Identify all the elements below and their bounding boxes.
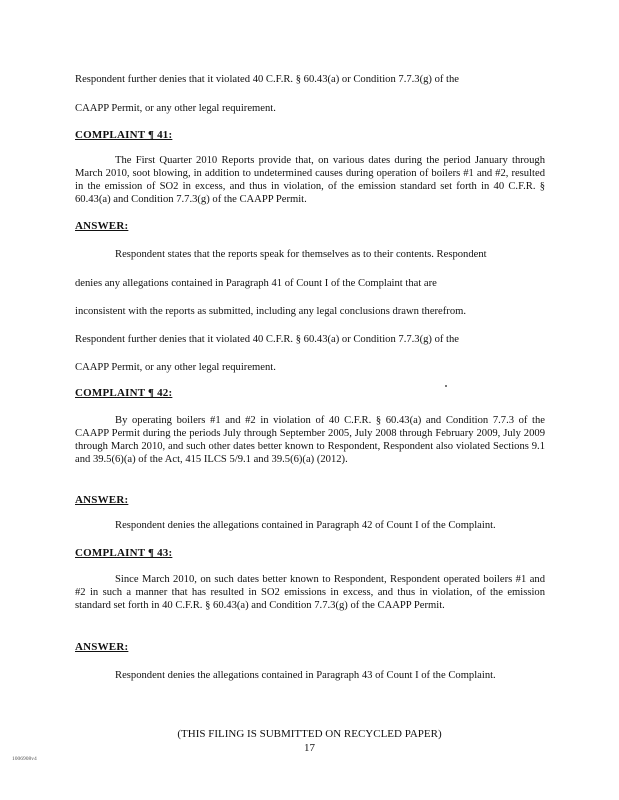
answer-40-continuation-line-1: Respondent further denies that it violated 40 C.F.R. § 60.43(a) or Condition 7.7.3(g) of the [75, 74, 459, 85]
answer-41-line-3: inconsistent with the reports as submitted, including any legal conclusions drawn therefrom. [75, 306, 467, 317]
answer-41-line-2: denies any allegations contained in Paragraph 41 of Count I of the Complaint that are [75, 278, 437, 289]
answer-42-heading: ANSWER: [75, 494, 129, 506]
answer-43-heading: ANSWER: [75, 641, 129, 653]
page-number: 17 [304, 742, 315, 754]
scan-speck [445, 385, 447, 387]
answer-42-text: Respondent denies the allegations contained in Paragraph 42 of Count I of the Complaint. [115, 520, 496, 531]
answer-43-text: Respondent denies the allegations contained in Paragraph 43 of Count I of the Complaint. [115, 670, 496, 681]
answer-40-continuation-line-2: CAAPP Permit, or any other legal requirement. [75, 103, 276, 114]
complaint-42-paragraph: By operating boilers #1 and #2 in violation of 40 C.F.R. § 60.43(a) and Condition 7.7.3 of the CAAPP Permit during the periods July through September 2005, July 2008 through February 2009, July 2009 through March 2010, and such other dates better known to Respondent, Respondent also violated Sections 9.1 and 39.5(6)(a) of the Act, 415 ILCS 5/9.1 and 39.5(6)(a) (2012). [75, 415, 545, 465]
document-id: 1006908v4 [12, 756, 37, 762]
recycled-paper-notice: (THIS FILING IS SUBMITTED ON RECYCLED PAPER) [177, 728, 442, 740]
complaint-41-paragraph: The First Quarter 2010 Reports provide that, on various dates during the period January through March 2010, soot blowing, in addition to undetermined causes during operation of boilers #1 and #2, resulted in the emission of SO2 in excess, and thus in violation, of the emission standard set forth in 40 C.F.R. § 60.43(a) and Condition 7.7.3(g) of the CAAPP Permit. [75, 155, 545, 205]
answer-41-line-4: Respondent further denies that it violated 40 C.F.R. § 60.43(a) or Condition 7.7.3(g) of the [75, 334, 459, 345]
answer-41-line-1: Respondent states that the reports speak for themselves as to their contents. Respondent [115, 249, 487, 260]
complaint-41-heading: COMPLAINT ¶ 41: [75, 129, 173, 141]
complaint-43-heading: COMPLAINT ¶ 43: [75, 547, 173, 559]
answer-41-heading: ANSWER: [75, 220, 129, 232]
complaint-43-paragraph: Since March 2010, on such dates better known to Respondent, Respondent operated boilers #1 and #2 in such a manner that has resulted in SO2 emissions in excess, and thus in violation, of the emission standard set forth in 40 C.F.R. § 60.43(a) and Condition 7.7.3(g) of the CAAPP Permit. [75, 574, 545, 611]
answer-41-line-5: CAAPP Permit, or any other legal requirement. [75, 362, 276, 373]
complaint-42-heading: COMPLAINT ¶ 42: [75, 387, 173, 399]
